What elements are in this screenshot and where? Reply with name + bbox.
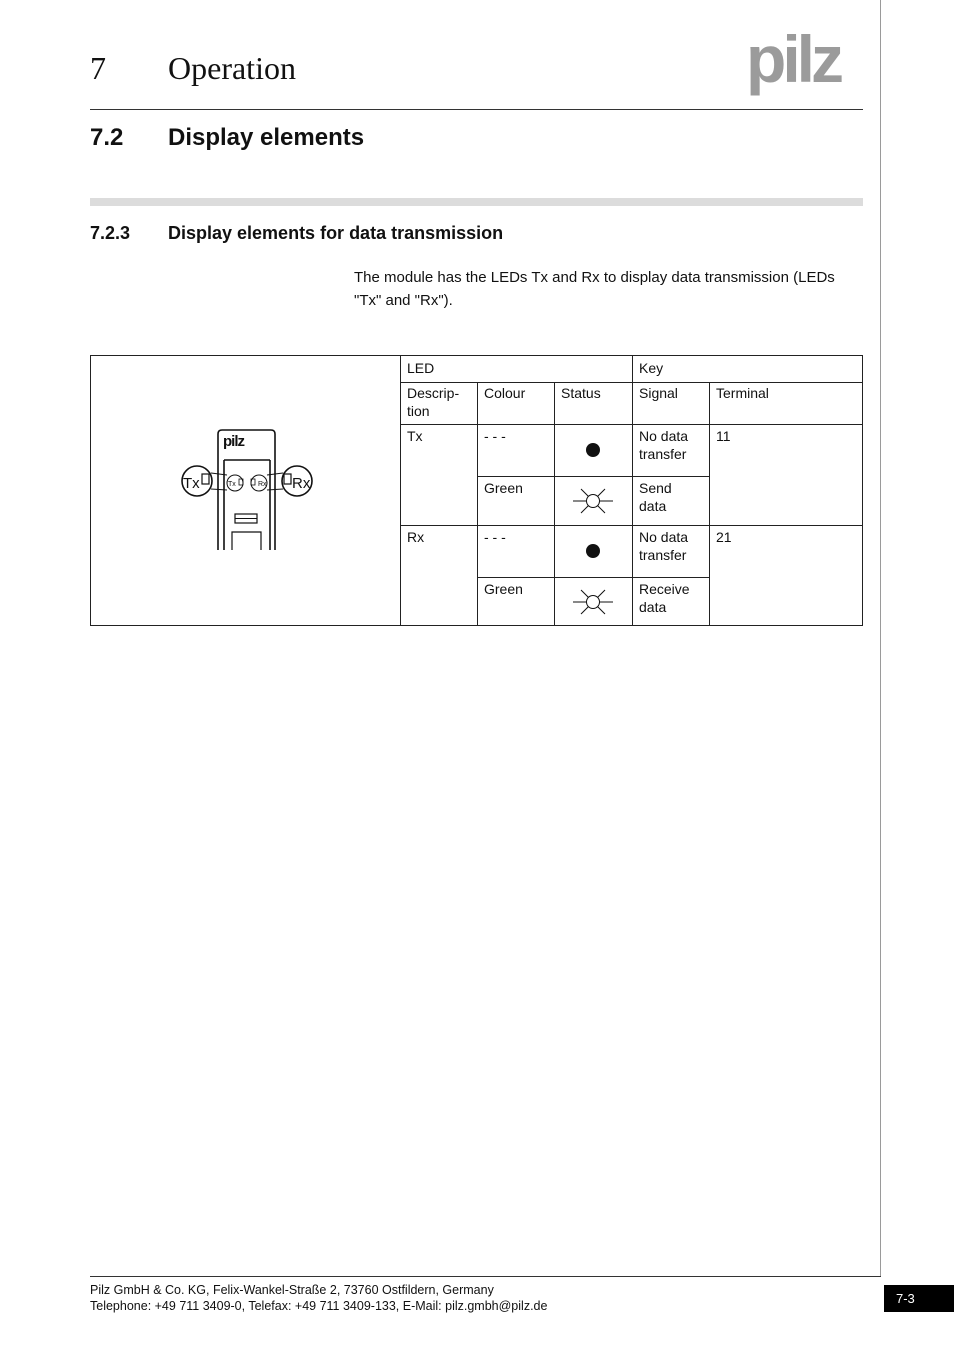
rx-label-small: Rx — [258, 481, 267, 488]
tx-off-signal-line2: transfer — [639, 445, 687, 462]
rx-on-signal — [633, 577, 709, 620]
header-signal: Signal — [639, 385, 678, 401]
tx-off-signal-line1: No data — [639, 428, 689, 444]
tx-on-colour: Green — [484, 480, 523, 496]
footer-contact: Telephone: +49 711 3409-0, Telefax: +49 711 3409-133, E-Mail: pilz.gmbh@pilz.de — [90, 1299, 548, 1313]
chapter-number: 7 — [90, 50, 106, 86]
led-on-icon — [573, 484, 613, 518]
header-description-line2: tion — [407, 402, 430, 419]
header-rule — [90, 109, 863, 110]
footer-address: Pilz GmbH & Co. KG, Felix-Wankel-Straße 2, 73760 Ostfildern, Germany — [90, 1283, 494, 1297]
module-figure — [171, 426, 321, 551]
body-paragraph: The module has the LEDs Tx and Rx to display data transmission (LEDs "Tx" and "Rx"). — [354, 269, 835, 309]
rx-on-colour: Green — [484, 581, 523, 597]
right-margin-rule — [880, 0, 881, 1276]
tx-label: Tx — [183, 475, 200, 492]
subsection-title: Display elements for data transmission — [168, 223, 504, 243]
header-status: Status — [561, 385, 601, 401]
rx-label: Rx — [292, 475, 311, 492]
led-on-icon — [573, 585, 613, 619]
header-description-line1: Descrip- — [407, 385, 460, 401]
module-logo-text: pilz — [223, 433, 244, 450]
rx-off-colour: - - - — [484, 529, 506, 545]
rx-terminal: 21 — [716, 529, 732, 545]
tx-off-signal — [633, 424, 709, 467]
footer-rule — [90, 1276, 881, 1277]
rx-description: Rx — [407, 529, 425, 545]
section-divider — [90, 198, 863, 206]
tx-on-signal-line1: Send — [639, 480, 672, 496]
col-divider-status — [554, 382, 555, 626]
rx-off-signal-line1: No data — [639, 529, 689, 545]
tx-off-colour: - - - — [484, 428, 506, 444]
led-off-icon — [585, 442, 601, 458]
tx-terminal: 11 — [716, 428, 731, 444]
led-table — [90, 355, 863, 626]
pilz-logo — [746, 26, 866, 96]
header-description — [401, 381, 477, 424]
tx-description: Tx — [407, 428, 423, 444]
header-key: Key — [639, 360, 664, 376]
subsection-number: 7.2.3 — [90, 223, 131, 243]
section-title: Display elements — [168, 124, 365, 151]
rx-off-signal — [633, 525, 709, 568]
col-divider-terminal — [709, 382, 710, 626]
header-led: LED — [407, 360, 435, 376]
tx-on-signal — [633, 476, 709, 519]
rx-off-signal-line2: transfer — [639, 546, 687, 563]
page-number: 7-3 — [884, 1285, 954, 1312]
section-number: 7.2 — [90, 124, 124, 151]
chapter-title: Operation — [168, 50, 296, 86]
pilz-logo-text: pilz — [746, 26, 840, 96]
led-off-icon — [585, 543, 601, 559]
header-colour: Colour — [484, 385, 526, 401]
tx-on-signal-line2: data — [639, 497, 667, 514]
header-terminal: Terminal — [716, 385, 769, 401]
rx-on-signal-line1: Receive — [639, 581, 690, 597]
tx-label-small: Tx — [228, 481, 236, 488]
rx-on-signal-line2: data — [639, 598, 667, 615]
